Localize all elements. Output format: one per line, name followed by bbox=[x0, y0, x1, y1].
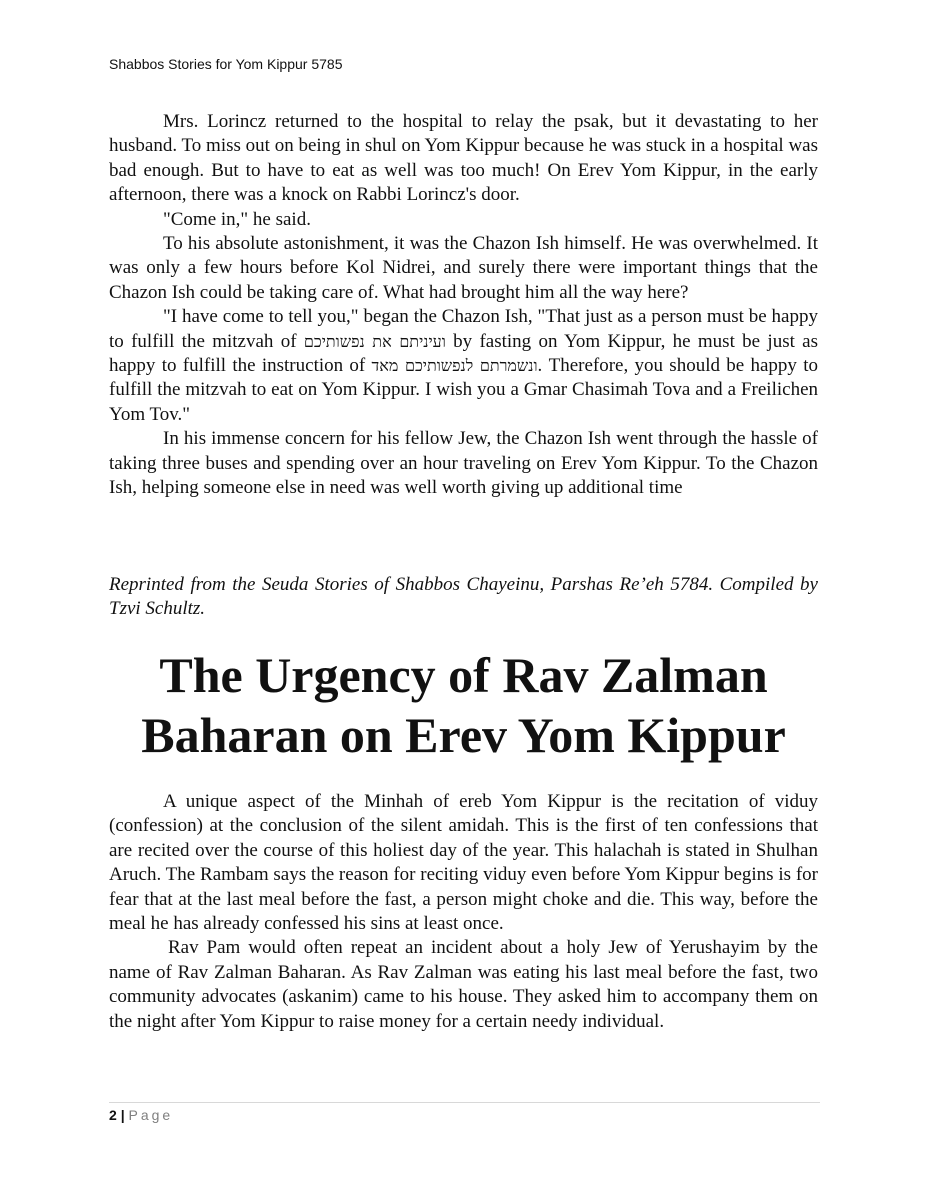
running-header: Shabbos Stories for Yom Kippur 5785 bbox=[109, 56, 343, 72]
paragraph-text: by fasting on Yom Kippur, he must be just as happy to fulfill the instruction of bbox=[109, 330, 819, 377]
paragraph: A unique aspect of the Minhah of ereb Yom Kippur is the recitation of viduy (confession) at the conclusion of the silent amidah. This is the first of ten confessions that are recited over the course of this holiest day of the year. This halachah is stated in Shulhan Aruch. The Rambam says the reason for reciting viduy even before Yom Kippur begins is for fear that at the last meal before the fast, a person might choke and die. This way, before the meal he has already confessed his sins at least once. bbox=[109, 791, 818, 935]
paragraph bbox=[109, 305, 818, 427]
footer-separator: | bbox=[120, 1107, 125, 1123]
reprint-credit: Reprinted from the Seuda Stories of Shabbos Chayeinu, Parshas Re’eh 5784. Compiled by Tzvi Schultz. bbox=[109, 574, 818, 620]
paragraph: Mrs. Lorincz returned to the hospital to relay the psak, but it devastating to her husband. To miss out on being in shul on Yom Kippur because he was stuck in a hospital was bad enough. But to have to eat as well was too much! On Erev Yom Kippur, in the early afternoon, there was a knock on Rabbi Lorincz's door. bbox=[109, 111, 818, 206]
page-label: Page bbox=[128, 1107, 174, 1123]
page-number: 2 bbox=[109, 1107, 117, 1123]
paragraph: Rav Pam would often repeat an incident about a holy Jew of Yerushayim by the name of Rav Zalman Baharan. As Rav Zalman was eating his last meal before the fast, two community advocates (askanim) came to his house. They asked him to accompany them on the night after Yom Kippur to raise money for a certain needy individual. bbox=[109, 937, 818, 1032]
paragraph: In his immense concern for his fellow Jew, the Chazon Ish went through the hassle of taking three buses and spending over an hour traveling on Erev Yom Kippur. To the Chazon Ish, helping someone else in need was well worth giving up additional time bbox=[109, 428, 818, 499]
story-title: The Urgency of Rav Zalman Baharan on Erev Yom Kippur bbox=[141, 647, 786, 763]
story-body bbox=[109, 790, 818, 1034]
paragraph-text: . Therefore, you should be happy to fulfill the mitzvah to eat on Yom Kippur. I wish you a Gmar Chasimah Tova and a Freilichen Yom Tov." bbox=[109, 355, 818, 425]
story-continuation bbox=[109, 110, 818, 501]
hebrew-quote: ונשמרתם לנפשותיכם מאד bbox=[371, 356, 538, 376]
page-footer bbox=[109, 1107, 173, 1123]
footer-divider bbox=[109, 1102, 820, 1103]
paragraph-text: "I have come to tell you," began the Chazon Ish, "That just as a person must be happy to fulfill the mitzvah of bbox=[109, 306, 818, 352]
paragraph: "Come in," he said. bbox=[163, 208, 311, 230]
hebrew-quote: ועיניתם את נפשותיכם bbox=[303, 331, 446, 351]
paragraph: To his absolute astonishment, it was the Chazon Ish himself. He was overwhelmed. It was only a few hours before Kol Nidrei, and surely there were important things that the Chazon Ish could be taking care of. What had brought him all the way here? bbox=[109, 233, 818, 303]
